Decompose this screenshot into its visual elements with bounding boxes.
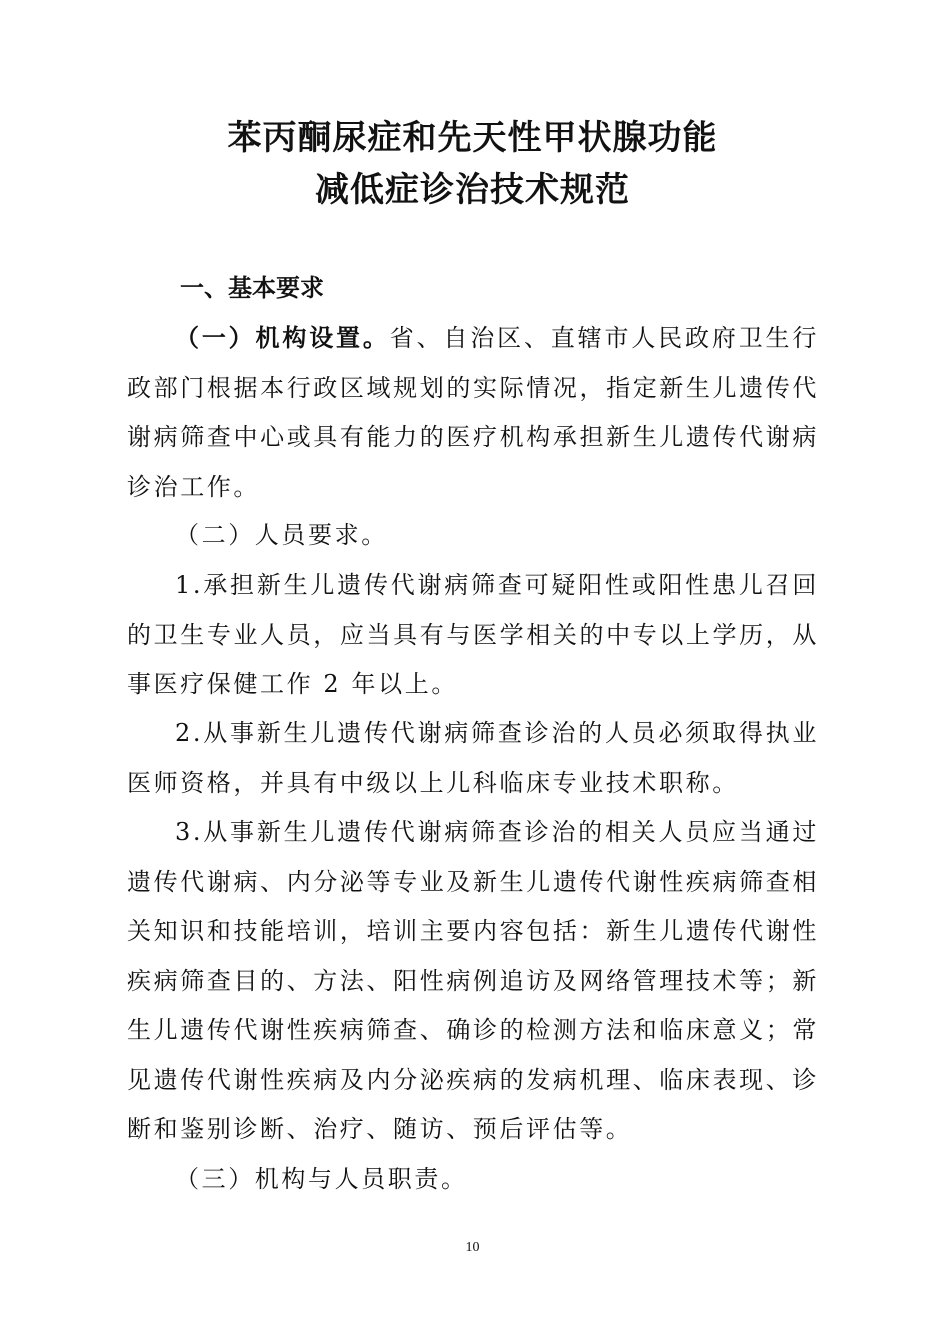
paragraph-item-1: 1.承担新生儿遗传代谢病筛查可疑阳性或阳性患儿召回的卫生专业人员，应当具有与医学相关的中专以上学历，从事医疗保健工作 2 年以上。 xyxy=(127,571,819,698)
paragraph-item-3: 3.从事新生儿遗传代谢病筛查诊治的相关人员应当通过遗传代谢病、内分泌等专业及新生儿遗传代谢性疾病筛查相关知识和技能培训，培训主要内容包括：新生儿遗传代谢性疾病筛查目的、方法、阳性病例追访及网络管理技术等；新生儿遗传代谢性疾病筛查、确诊的检测方法和临床意义；常见遗传代谢性疾病及内分泌疾病的发病机理、临床表现、诊断和鉴别诊断、治疗、随访、预后评估等。 xyxy=(127,818,819,1143)
paragraph-personnel-heading: （二）人员要求。 xyxy=(175,521,388,549)
document-title-line-2: 减低症诊治技术规范 xyxy=(315,170,630,210)
page-number: 10 xyxy=(465,1240,480,1255)
paragraph-responsibilities-heading: （三）机构与人员职责。 xyxy=(175,1165,468,1193)
paragraph-lead: （一）机构设置。 xyxy=(175,323,390,352)
paragraph-body: 省、自治区、直辖市人民政府卫生行政部门根据本行政区域规划的实际情况，指定新生儿遗传代谢病筛查中心或具有能力的医疗机构承担新生儿遗传代谢病诊治工作。 xyxy=(127,324,819,501)
document-title-line-1: 苯丙酮尿症和先天性甲状腺功能 xyxy=(227,118,718,158)
paragraph-institution-setup xyxy=(127,313,819,512)
section-heading: 一、基本要求 xyxy=(180,274,324,302)
paragraph-item-2: 2.从事新生儿遗传代谢病筛查诊治的人员必须取得执业医师资格，并具有中级以上儿科临床专业技术职称。 xyxy=(127,719,819,797)
